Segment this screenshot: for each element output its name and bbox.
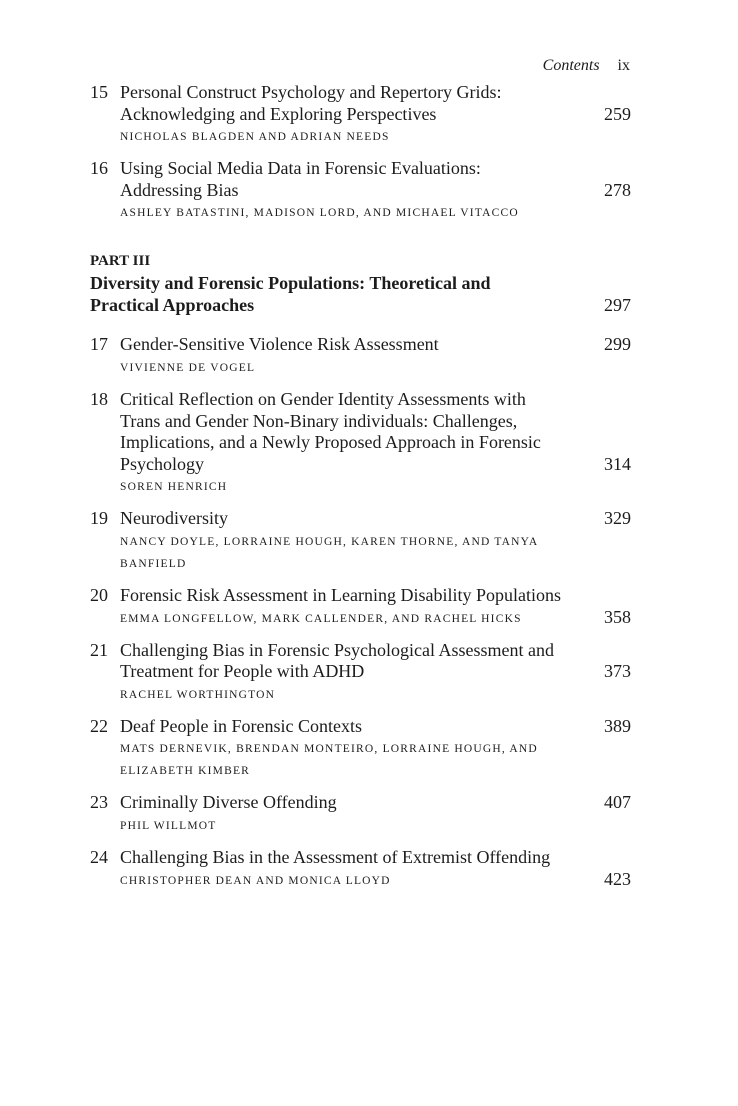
toc-entry — [90, 334, 631, 379]
running-head — [543, 56, 630, 76]
chapter-page-number: 389 — [604, 715, 631, 736]
chapter-authors: EMMA LONGFELLOW, MARK CALLENDER, AND RACHEL HICKS — [120, 612, 522, 625]
chapter-authors: SOREN HENRICH — [120, 481, 228, 494]
chapter-number: 21 — [90, 639, 108, 660]
chapter-page-number: 278 — [604, 179, 631, 200]
chapter-number: 19 — [90, 508, 108, 529]
part-label: PART III — [90, 253, 151, 270]
chapter-page-number: 299 — [604, 334, 631, 355]
chapter-authors: MATS DERNEVIK, BRENDAN MONTEIRO, LORRAINE HOUGH, AND ELIZABETH KIMBER — [120, 743, 538, 778]
chapter-authors: VIVIENNE DE VOGEL — [120, 361, 256, 374]
chapter-title: Gender-Sensitive Violence Risk Assessment — [120, 334, 439, 355]
chapter-page-number: 329 — [604, 508, 631, 529]
chapter-title: Using Social Media Data in Forensic Evaluations: Addressing Bias — [120, 158, 481, 200]
toc-entry — [90, 508, 631, 575]
chapter-authors: RACHEL WORTHINGTON — [120, 688, 276, 701]
chapter-title: Criminally Diverse Offending — [120, 792, 337, 813]
table-of-contents — [90, 82, 631, 902]
chapter-number: 18 — [90, 388, 108, 409]
chapter-page-number: 314 — [604, 453, 631, 474]
chapter-authors: PHIL WILLMOT — [120, 819, 217, 832]
chapter-title: Critical Reflection on Gender Identity Assessments with Trans and Gender Non-Binary individuals: Challenges, Implications, and a Newly Proposed Approach in Forensic Psychology — [120, 388, 541, 474]
chapter-page-number: 358 — [604, 606, 631, 627]
chapter-number: 22 — [90, 715, 108, 736]
chapter-number: 15 — [90, 82, 108, 102]
toc-entry — [90, 585, 631, 630]
chapter-number: 17 — [90, 334, 108, 355]
chapter-page-number: 407 — [604, 792, 631, 813]
toc-entry — [90, 158, 631, 224]
chapter-title: Deaf People in Forensic Contexts — [120, 715, 362, 736]
chapter-number: 23 — [90, 792, 108, 813]
chapter-authors: NANCY DOYLE, LORRAINE HOUGH, KAREN THORNE, AND TANYA BANFIELD — [120, 535, 538, 570]
running-head-title: Contents — [542, 57, 600, 74]
chapter-title: Neurodiversity — [120, 508, 228, 529]
chapter-title: Personal Construct Psychology and Repertory Grids: Acknowledging and Exploring Perspectives — [120, 82, 502, 124]
chapter-page-number: 259 — [604, 103, 631, 124]
part-title: Diversity and Forensic Populations: Theoretical and Practical Approaches — [90, 273, 491, 316]
chapter-title: Challenging Bias in the Assessment of Extremist Offending — [120, 846, 551, 867]
toc-entry — [90, 847, 631, 892]
part-page-number: 297 — [604, 295, 631, 316]
chapter-title: Forensic Risk Assessment in Learning Disability Populations — [120, 584, 561, 605]
toc-entry — [90, 792, 631, 837]
chapter-title: Challenging Bias in Forensic Psychological Assessment and Treatment for People with ADHD — [120, 639, 554, 682]
part-heading — [90, 250, 631, 316]
toc-entry — [90, 389, 631, 498]
running-head-page-number: ix — [617, 57, 630, 74]
chapter-number: 24 — [90, 846, 108, 867]
chapter-authors: ASHLEY BATASTINI, MADISON LORD, AND MICHAEL VITACCO — [120, 207, 519, 220]
chapter-authors: CHRISTOPHER DEAN AND MONICA LLOYD — [120, 874, 391, 887]
chapter-authors: NICHOLAS BLAGDEN AND ADRIAN NEEDS — [120, 131, 390, 144]
toc-entry — [90, 716, 631, 783]
chapter-number: 16 — [90, 158, 108, 179]
toc-entry — [90, 82, 631, 148]
chapter-page-number: 373 — [604, 661, 631, 682]
chapter-number: 20 — [90, 584, 108, 605]
toc-entry — [90, 640, 631, 706]
chapter-page-number: 423 — [604, 868, 631, 889]
